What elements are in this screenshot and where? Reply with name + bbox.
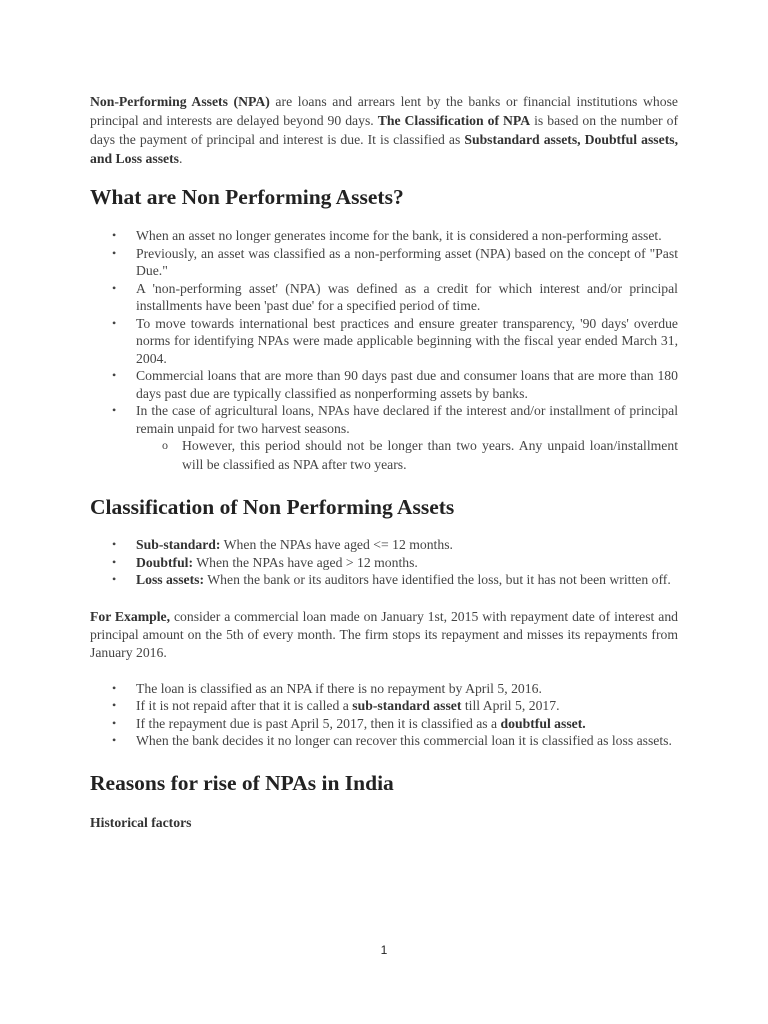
list-item: • If it is not repaid after that it is called a sub-standard asset till April 5, 2017. [136, 697, 678, 715]
heading-classification: Classification of Non Performing Assets [90, 495, 455, 519]
list-item: • If the repayment due is past April 5, 2017, then it is classified as a doubtful asset. [136, 715, 678, 733]
list-item: • A 'non-performing asset' (NPA) was defined as a credit for which interest and/or principal installments have been 'past due' for a specified period of time. [136, 280, 678, 315]
list-item: • Sub-standard: When the NPAs have aged <= 12 months. [136, 536, 678, 554]
list-item: • To move towards international best practices and ensure greater transparency, '90 days' overdue norms for identifying NPAs were made applicable beginning with the fiscal year ended March 31, 2004. [136, 315, 678, 368]
intro-paragraph: Non-Performing Assets (NPA) are loans and arrears lent by the banks or financial institutions whose principal and interests are delayed beyond 90 days. The Classification of NPA is based on the number of days the payment of principal and interest is due. It is classified as Substandard assets, Doubtful assets, and Loss assets. [90, 94, 679, 166]
list-item: • In the case of agricultural loans, NPAs have declared if the interest and/or installment of principal remain unpaid for two harvest seasons. o However, this period should not be longer than two years. Any unpaid loan/installment will be classified as NPA after two years. [136, 402, 678, 474]
npa-definition-list [90, 227, 678, 474]
list-item: • Commercial loans that are more than 90 days past due and consumer loans that are more than 180 days past due are typically classified as nonperforming assets by banks. [136, 367, 678, 402]
list-item: • Loss assets: When the bank or its auditors have identified the loss, but it has not been written off. [136, 571, 678, 589]
list-item: • The loan is classified as an NPA if there is no repayment by April 5, 2016. [136, 680, 678, 698]
heading-reasons: Reasons for rise of NPAs in India [90, 770, 394, 795]
list-item: • Doubtful: When the NPAs have aged > 12 months. [136, 554, 678, 572]
document-page [90, 92, 678, 832]
sub-list [136, 437, 678, 474]
list-item: • When the bank decides it no longer can recover this commercial loan it is classified as loss assets. [136, 732, 678, 750]
list-item: • When an asset no longer generates income for the bank, it is considered a non-performing asset. [136, 227, 678, 245]
subheading-historical-factors: Historical factors [90, 814, 192, 830]
sub-list-item: o However, this period should not be longer than two years. Any unpaid loan/installment will be classified as NPA after two years. [182, 437, 678, 474]
example-paragraph: For Example, consider a commercial loan made on January 1st, 2015 with repayment date of interest and principal amount on the 5th of every month. The firm stops its repayment and misses its repayments from January 2016. [90, 608, 679, 660]
example-list [90, 680, 678, 750]
heading-what-are-npa: What are Non Performing Assets? [90, 185, 404, 209]
list-item: • Previously, an asset was classified as a non-performing asset (NPA) based on the concept of "Past Due." [136, 245, 678, 280]
page-number: 1 [380, 943, 388, 957]
classification-list [90, 536, 678, 589]
